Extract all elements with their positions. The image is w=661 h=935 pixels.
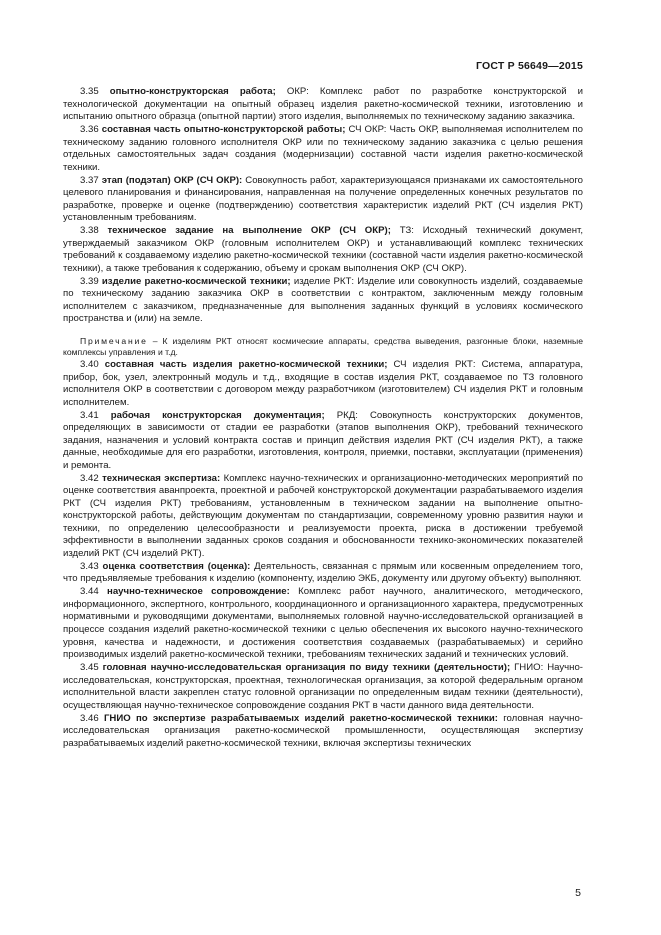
definition-text: Комплекс работ научного, аналитического, методического, информационного, экспертного, контрольного, координационного и организационного характера, предусмотренных нормативными и руководящими документами, выполняемых головной научно-исследовательской организацией в процессе создания изделий ракетно-космической техники с целью обеспечения их высокого научно-технического уровня, качества и надежности, и достижения соответствия создаваемых (разрабатываемых) и серийно производимых изделий ракетно-космической техники, требованиям технических заданий и технических условий. [63, 586, 583, 661]
definition-text: головная научно-исследовательская организация ракетно-космической промышленности, осуществляющая экспертизу разрабатываемых изделий ракетно-космической техники, включая экспертизы технических [63, 712, 584, 749]
defined-term: опытно-конструкторская работа; [109, 86, 276, 97]
definition-text: Деятельность, связанная с прямым или косвенным определением того, что предъявляемые требования к изделию (компоненту, изделию ЭКБ, документу или другому объекту) выполняют. [63, 560, 583, 585]
definition-paragraph [63, 586, 583, 661]
definition-paragraph [63, 662, 583, 712]
definition-paragraph [63, 86, 583, 124]
clause-number: 3.42 [80, 472, 99, 484]
defined-term: рабочая конструкторская документация; [110, 409, 325, 421]
definition-text: Совокупность работ, характеризующаяся признаками их самостоятельного целевого планирования и финансирования, направленная на получение определенных конечных результатов по разработке, проверке и оценке (подтверждению) соответствия характеристик изделий РКТ (СЧ изделия РКТ) установленным требованиям. [63, 174, 584, 224]
standard-header: ГОСТ Р 56649—2015 [475, 60, 583, 72]
definition-paragraph [63, 473, 583, 561]
definition-paragraph [63, 225, 583, 275]
defined-term: составная часть изделия ракетно-космической техники; [104, 358, 388, 370]
note-label: Примечание [80, 335, 148, 346]
defined-term: головная научно-исследовательская организация по виду техники (деятельности); [102, 662, 511, 674]
page-number: 5 [575, 887, 581, 899]
definition-text: РКД: Совокупность конструкторских документов, определяющих в зависимости от стадии ее разработки (этапов выполнения ОКР), требований технического задания, назначения и условий контракта состав и принцип действия изделия РКТ (СЧ изделия РКТ), а также данные, необходимые для его разработки, изготовления, контроля, приемки, поставки, эксплуатации (применения) и ремонта. [63, 409, 583, 471]
definition-text: ОКР: Комплекс работ по разработке конструкторской и технологической документации на опытный образец изделия ракетно-космической техники, изготовлению и испытанию опытного образца (опытной партии) этого изделия, выполняемых по техническому заданию заказчика. [63, 86, 584, 123]
definition-paragraph [63, 713, 583, 751]
clause-number: 3.41 [80, 409, 99, 421]
definition-paragraph [63, 410, 583, 473]
definition-text: изделие РКТ: Изделие или совокупность изделий, создаваемые по техническому заданию заказчика ОКР в соответствии с контрактом, заключенным между головным исполнителем с заказчиком, предназначенные для выполнения заданных функций в условиях космического пространства и (или) на земле. [63, 275, 584, 325]
clause-number: 3.43 [80, 560, 99, 572]
clause-number: 3.45 [80, 662, 99, 674]
clause-number: 3.40 [80, 358, 99, 370]
clause-number: 3.46 [80, 712, 99, 724]
definition-text: СЧ изделия РКТ: Система, аппаратура, прибор, бок, узел, электронный модуль и т.д., входящие в состав изделия РКТ, создаваемое по ТЗ головного исполнителя ОКР в соответствии с договором между разработчиком (изготовителем) СЧ изделия РКТ и головным исполнителем. [63, 358, 583, 408]
definitions-group-1 [63, 86, 583, 326]
definition-text: Комплекс научно-технических и организационно-методических мероприятий по оценке соответствия аванпроекта, проектной и рабочей конструкторской документации разрабатываемого изделия РКТ (СЧ изделия РКТ) требованиям, установленным в техническом задании на выполнение опытно-конструкторской работы, действующим документам по стандартизации, современному уровню развития науки и техники, по определению целесообразности и реализуемости проекта, риска в достижении требуемой эффективности в выполнении заданных сроков создания и обоснованности технико-экономических показателей изделий РКТ (СЧ изделий РКТ). [63, 472, 583, 559]
definition-text: ТЗ: Исходный технический документ, утверждаемый заказчиком ОКР (головным исполнителем ОКР) и устанавливающий комплекс технических требований к создаваемому изделию ракетно-космической техники (составной части изделия ракетно-космической техники), а также требования к содержанию, объему и срокам выполнения ОКР (СЧ ОКР). [63, 225, 583, 274]
definition-paragraph [63, 561, 583, 586]
clause-number: 3.39 [80, 275, 99, 287]
defined-term: научно-техническое сопровождение: [107, 586, 290, 598]
defined-term: ГНИО по экспертизе разрабатываемых изделий ракетно-космической техники: [103, 712, 498, 724]
clause-number: 3.38 [80, 225, 99, 237]
document-body [63, 86, 583, 750]
defined-term: оценка соответствия (оценка): [102, 560, 251, 572]
clause-number: 3.44 [80, 586, 99, 598]
clause-number: 3.35 [80, 86, 99, 97]
defined-term: техническая экспертиза: [102, 472, 221, 484]
note-text: – К изделиям РКТ относят космические аппараты, средства выведения, разгонные блоки, наземные комплексы управления и т.д. [63, 335, 583, 358]
clause-number: 3.36 [80, 124, 99, 136]
definition-paragraph [63, 359, 583, 409]
definition-text: ГНИО: Научно-исследовательская, конструкторская, проектная, технологическая организация, за которой федеральным органом исполнительной власти закреплен статус головной организации по определенным видам техники (деятельности), осуществляющая научно-техническое сопровождение создания РКТ в части данного вида деятельности. [63, 662, 583, 711]
defined-term: составная часть опытно-конструкторской работы; [101, 124, 346, 136]
clause-number: 3.37 [80, 174, 99, 186]
definition-paragraph [63, 124, 583, 174]
note-paragraph [63, 336, 583, 359]
defined-term: этап (подэтап) ОКР (СЧ ОКР): [101, 174, 243, 186]
defined-term: техническое задание на выполнение ОКР (СЧ ОКР); [107, 225, 391, 237]
defined-term: изделие ракетно-космической техники; [101, 275, 291, 287]
definition-text: СЧ ОКР: Часть ОКР, выполняемая исполнителем по техническому заданию головного исполнителя ОКР или по техническому заданию заказчика с целью решения отдельных самостоятельных задач создания (модернизации) составной части изделия ракетно-космической техники. [63, 124, 583, 173]
definitions-group-2 [63, 359, 583, 750]
definition-paragraph [63, 175, 583, 225]
definition-paragraph [63, 276, 583, 326]
